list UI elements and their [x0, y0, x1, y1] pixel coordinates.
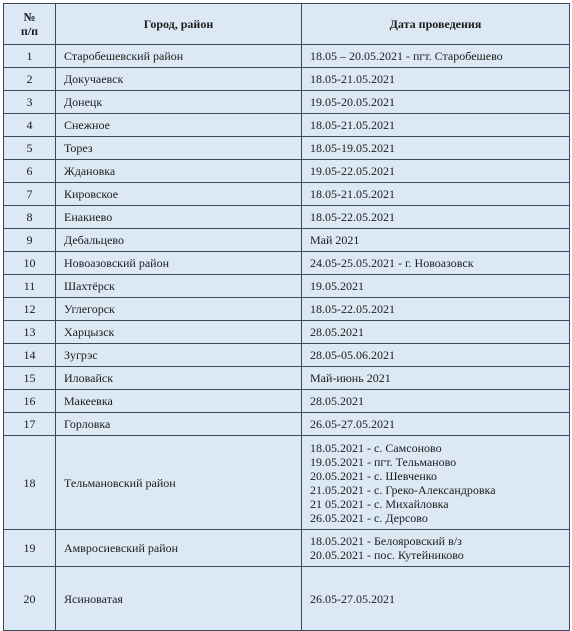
row-date-line: Май 2021	[310, 233, 360, 247]
row-date-line: 18.05.2021 - Белояровский в/з	[310, 534, 462, 548]
table-row	[4, 252, 570, 275]
row-date-line: 28.05.2021	[310, 394, 364, 408]
row-date	[302, 390, 570, 413]
row-date-line: 18.05-22.05.2021	[310, 210, 395, 224]
row-city: Горловка	[56, 413, 302, 436]
row-date-line: 18.05-22.05.2021	[310, 302, 395, 316]
row-number: 9	[4, 229, 56, 252]
table-row	[4, 298, 570, 321]
row-date-line: 19.05.2021	[310, 279, 364, 293]
row-date-line: 24.05-25.05.2021 - г. Новоазовск	[310, 256, 474, 270]
row-date	[302, 252, 570, 275]
row-date	[302, 436, 570, 530]
row-number: 5	[4, 137, 56, 160]
row-date	[302, 413, 570, 436]
row-date	[302, 567, 570, 631]
row-city: Иловайск	[56, 367, 302, 390]
table-row	[4, 91, 570, 114]
row-date	[302, 321, 570, 344]
row-number: 18	[4, 436, 56, 530]
row-number: 14	[4, 344, 56, 367]
header-number	[4, 4, 56, 45]
row-number: 16	[4, 390, 56, 413]
row-city: Тельмановский район	[56, 436, 302, 530]
table-row	[4, 68, 570, 91]
row-city: Докучаевск	[56, 68, 302, 91]
row-date	[302, 114, 570, 137]
row-number: 8	[4, 206, 56, 229]
row-date-line: 26.05-27.05.2021	[310, 417, 395, 431]
row-date	[302, 206, 570, 229]
row-date-line: 21.05.2021 - с. Греко-Александровка	[310, 482, 496, 497]
row-date	[302, 344, 570, 367]
row-number: 13	[4, 321, 56, 344]
table-row	[4, 206, 570, 229]
row-date-line: Май-июнь 2021	[310, 371, 391, 385]
row-city: Зугрэс	[56, 344, 302, 367]
row-number: 12	[4, 298, 56, 321]
row-city: Шахтёрск	[56, 275, 302, 298]
row-city: Енакиево	[56, 206, 302, 229]
table-row	[4, 344, 570, 367]
table-row	[4, 436, 570, 530]
row-number: 1	[4, 45, 56, 68]
table-row	[4, 183, 570, 206]
table-row	[4, 413, 570, 436]
row-city: Харцызск	[56, 321, 302, 344]
row-date-line: 18.05-19.05.2021	[310, 141, 395, 155]
row-city: Ясиноватая	[56, 567, 302, 631]
table-row	[4, 275, 570, 298]
row-date-line: 28.05.2021	[310, 325, 364, 339]
row-date-line: 19.05.2021 - пгт. Тельманово	[310, 454, 457, 469]
row-date	[302, 367, 570, 390]
schedule-table	[3, 3, 570, 631]
row-date	[302, 298, 570, 321]
row-date-line: 19.05-20.05.2021	[310, 95, 395, 109]
row-date	[302, 137, 570, 160]
row-date	[302, 160, 570, 183]
row-number: 17	[4, 413, 56, 436]
row-date	[302, 530, 570, 567]
row-city: Торез	[56, 137, 302, 160]
table-row	[4, 229, 570, 252]
row-number: 10	[4, 252, 56, 275]
row-number: 20	[4, 567, 56, 631]
row-date-line: 26.05-27.05.2021	[310, 591, 395, 606]
row-date-line: 20.05.2021 - пос. Кутейниково	[310, 548, 464, 562]
row-date-line: 28.05-05.06.2021	[310, 348, 395, 362]
row-date-line: 18.05-21.05.2021	[310, 187, 395, 201]
row-city: Новоазовский район	[56, 252, 302, 275]
row-number: 3	[4, 91, 56, 114]
row-number: 11	[4, 275, 56, 298]
row-date-line: 19.05-22.05.2021	[310, 164, 395, 178]
table-row	[4, 567, 570, 631]
row-date-line: 18.05 – 20.05.2021 - пгт. Старобешево	[310, 49, 503, 63]
table-row	[4, 160, 570, 183]
row-city: Старобешевский район	[56, 45, 302, 68]
row-city: Дебальцево	[56, 229, 302, 252]
header-date: Дата проведения	[302, 4, 570, 45]
row-city: Ждановка	[56, 160, 302, 183]
row-date	[302, 45, 570, 68]
row-date-line: 18.05-21.05.2021	[310, 118, 395, 132]
row-date-line: 21 05.2021 - с. Михайловка	[310, 496, 449, 511]
table-header-row	[4, 4, 570, 45]
row-number: 2	[4, 68, 56, 91]
header-number-line2: п/п	[20, 24, 39, 38]
table-row	[4, 137, 570, 160]
row-city: Кировское	[56, 183, 302, 206]
row-number: 7	[4, 183, 56, 206]
row-number: 15	[4, 367, 56, 390]
table-row	[4, 114, 570, 137]
row-date-line: 18.05-21.05.2021	[310, 72, 395, 86]
row-city: Макеевка	[56, 390, 302, 413]
row-number: 19	[4, 530, 56, 567]
row-number: 4	[4, 114, 56, 137]
table-row	[4, 45, 570, 68]
row-city: Донецк	[56, 91, 302, 114]
row-city: Снежное	[56, 114, 302, 137]
row-date	[302, 91, 570, 114]
row-date-line: 20.05.2021 - с. Шевченко	[310, 468, 437, 483]
header-number-line1: №	[23, 10, 36, 24]
row-date	[302, 68, 570, 91]
table-row	[4, 390, 570, 413]
row-date	[302, 275, 570, 298]
row-city: Углегорск	[56, 298, 302, 321]
row-date-line: 26.05.2021 - с. Дерсово	[310, 510, 428, 525]
row-number: 6	[4, 160, 56, 183]
table-row	[4, 321, 570, 344]
table-row	[4, 367, 570, 390]
row-date-line: 18.05.2021 - с. Самсоново	[310, 440, 442, 455]
row-city: Амвросиевский район	[56, 530, 302, 567]
row-date	[302, 229, 570, 252]
row-date	[302, 183, 570, 206]
header-city: Город, район	[56, 4, 302, 45]
table-row	[4, 530, 570, 567]
